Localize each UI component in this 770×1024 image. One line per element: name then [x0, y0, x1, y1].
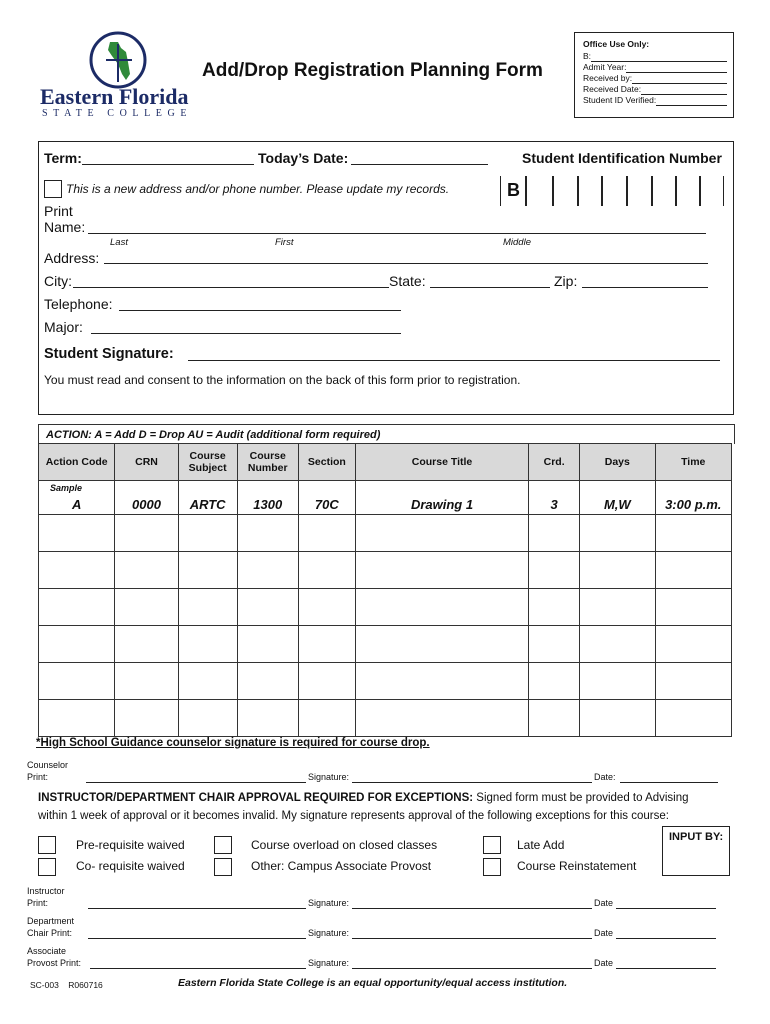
chair-signature-field[interactable] — [352, 938, 592, 939]
sample-section: 70C — [298, 481, 355, 515]
course-table-header — [39, 444, 732, 481]
counselor-label: Counselor — [27, 760, 69, 770]
course-table — [38, 443, 732, 737]
address-field[interactable] — [104, 263, 708, 264]
sample-number: 1300 — [237, 481, 298, 515]
sample-crn: 0000 — [115, 481, 178, 515]
telephone-label: Telephone: — [44, 296, 113, 312]
sample-title: Drawing 1 — [355, 481, 528, 515]
office-use-title: Office Use Only: — [583, 39, 650, 49]
city-field[interactable] — [73, 287, 389, 288]
form-code: SC-003 R060716 — [30, 980, 103, 990]
consent-text: You must read and consent to the information on the back of this form prior to registration. — [44, 373, 521, 387]
office-use-line: Student ID Verified: — [583, 95, 733, 106]
term-field[interactable] — [82, 164, 254, 165]
equal-opportunity-statement: Eastern Florida State College is an equal opportunity/equal access institution. — [178, 977, 568, 989]
late-add-checkbox[interactable] — [483, 836, 501, 854]
address-label: Address: — [44, 250, 100, 266]
guidance-note: *High School Guidance counselor signature is required for course drop. — [36, 737, 430, 749]
sample-credits: 3 — [529, 481, 580, 515]
state-field[interactable] — [430, 287, 550, 288]
col-course-number: Course Number — [237, 444, 298, 481]
other-provost-label: Other: Campus Associate Provost — [251, 859, 432, 873]
chair-date-field[interactable] — [616, 938, 716, 939]
counselor-label-2: Print: — [27, 772, 49, 782]
overload-label: Course overload on closed classes — [251, 838, 438, 852]
coreq-waived-label: Co- requisite waived — [76, 859, 185, 873]
office-use-line: Admit Year: — [583, 62, 733, 73]
college-logo — [40, 30, 200, 122]
col-time: Time — [655, 444, 732, 481]
col-section: Section — [298, 444, 355, 481]
todays-date-field[interactable] — [351, 164, 488, 165]
print-name-label: Print — [44, 203, 73, 219]
new-address-checkbox[interactable] — [44, 180, 62, 198]
col-course-subject: Course Subject — [178, 444, 237, 481]
col-crn: CRN — [115, 444, 178, 481]
office-use-box — [574, 32, 734, 118]
first-label: First — [275, 237, 294, 248]
sample-time: 3:00 p.m. — [655, 481, 732, 515]
col-credits: Crd. — [529, 444, 580, 481]
provost-print-field[interactable] — [90, 968, 306, 969]
provost-date-label: Date — [594, 958, 614, 968]
col-action-code: Action Code — [39, 444, 115, 481]
action-legend: ACTION: A = Add D = Drop AU = Audit (additional form required) — [46, 429, 381, 441]
id-prefix: B — [507, 180, 520, 200]
reinstatement-checkbox[interactable] — [483, 858, 501, 876]
student-id-label: Student Identification Number — [522, 150, 722, 166]
office-use-line: B: — [583, 51, 733, 62]
counselor-print-field[interactable] — [86, 782, 306, 783]
instructor-signature-field[interactable] — [352, 908, 592, 909]
state-label: State: — [389, 273, 426, 289]
major-field[interactable] — [91, 333, 401, 334]
input-by-box[interactable] — [662, 826, 730, 876]
approval-text-2: within 1 week of approval or it becomes invalid. My signature represents approval of the following exceptions for this course: — [38, 810, 669, 822]
instructor-date-field[interactable] — [616, 908, 716, 909]
sample-row — [39, 481, 732, 515]
instructor-signature-label: Signature: — [308, 898, 350, 908]
provost-signature-label: Signature: — [308, 958, 350, 968]
counselor-signature-label: Signature: — [308, 772, 350, 782]
col-days: Days — [580, 444, 655, 481]
zip-label: Zip: — [554, 273, 578, 289]
sample-action: Sample A — [39, 481, 115, 515]
office-use-line: Received by: — [583, 73, 733, 84]
instructor-label: Instructor — [27, 886, 65, 896]
sample-subject: ARTC — [178, 481, 237, 515]
student-signature-field[interactable] — [188, 360, 720, 361]
counselor-date-label: Date: — [594, 772, 616, 782]
table-row[interactable] — [39, 589, 732, 626]
logo-line2: STATE COLLEGE — [42, 108, 193, 119]
reinstatement-label: Course Reinstatement — [517, 859, 637, 873]
sample-days: M,W — [580, 481, 655, 515]
provost-signature-field[interactable] — [352, 968, 592, 969]
chair-signature-label: Signature: — [308, 928, 350, 938]
late-add-label: Late Add — [517, 838, 565, 852]
approval-heading: INSTRUCTOR/DEPARTMENT CHAIR APPROVAL REQUIRED FOR EXCEPTIONS: — [38, 792, 474, 804]
instructor-date-label: Date — [594, 898, 614, 908]
table-row[interactable] — [39, 626, 732, 663]
student-id-boxes[interactable] — [500, 176, 724, 206]
logo-line1: Eastern Florida — [40, 84, 189, 109]
sample-label: Sample — [50, 483, 83, 493]
overload-checkbox[interactable] — [214, 836, 232, 854]
col-course-title: Course Title — [355, 444, 528, 481]
student-signature-label: Student Signature: — [44, 346, 174, 362]
provost-date-field[interactable] — [616, 968, 716, 969]
prereq-waived-checkbox[interactable] — [38, 836, 56, 854]
chair-label-2: Chair Print: — [27, 928, 73, 938]
instructor-label-2: Print: — [27, 898, 49, 908]
table-row[interactable] — [39, 552, 732, 589]
chair-label: Department — [27, 916, 75, 926]
zip-field[interactable] — [582, 287, 708, 288]
coreq-waived-checkbox[interactable] — [38, 858, 56, 876]
major-label: Major: — [44, 319, 83, 335]
telephone-field[interactable] — [119, 310, 401, 311]
office-use-line: Received Date: — [583, 84, 733, 95]
chair-date-label: Date — [594, 928, 614, 938]
table-row[interactable] — [39, 515, 732, 552]
other-provost-checkbox[interactable] — [214, 858, 232, 876]
todays-date-label: Today’s Date: — [258, 150, 349, 166]
counselor-date-field[interactable] — [620, 782, 718, 783]
prereq-waived-label: Pre-requisite waived — [76, 838, 185, 852]
provost-label: Associate — [27, 946, 67, 956]
approval-text-1: Signed form must be provided to Advising — [473, 792, 689, 804]
approval-text — [38, 792, 738, 804]
name-field[interactable] — [88, 233, 706, 234]
action-legend-row — [38, 424, 735, 444]
counselor-signature-field[interactable] — [352, 782, 592, 783]
provost-label-2: Provost Print: — [27, 958, 82, 968]
college-seal-icon — [88, 30, 148, 90]
form-title: Add/Drop Registration Planning Form — [202, 60, 543, 81]
instructor-print-field[interactable] — [88, 908, 306, 909]
city-label: City: — [44, 273, 72, 289]
term-label: Term: — [44, 150, 82, 166]
table-row[interactable] — [39, 663, 732, 700]
input-by-label: INPUT BY: — [669, 831, 724, 843]
middle-label: Middle — [503, 237, 531, 248]
chair-print-field[interactable] — [88, 938, 306, 939]
table-row[interactable] — [39, 700, 732, 737]
new-address-note: This is a new address and/or phone number. Please update my records. — [66, 182, 450, 196]
last-label: Last — [110, 237, 128, 248]
print-name-label-2: Name: — [44, 219, 86, 235]
